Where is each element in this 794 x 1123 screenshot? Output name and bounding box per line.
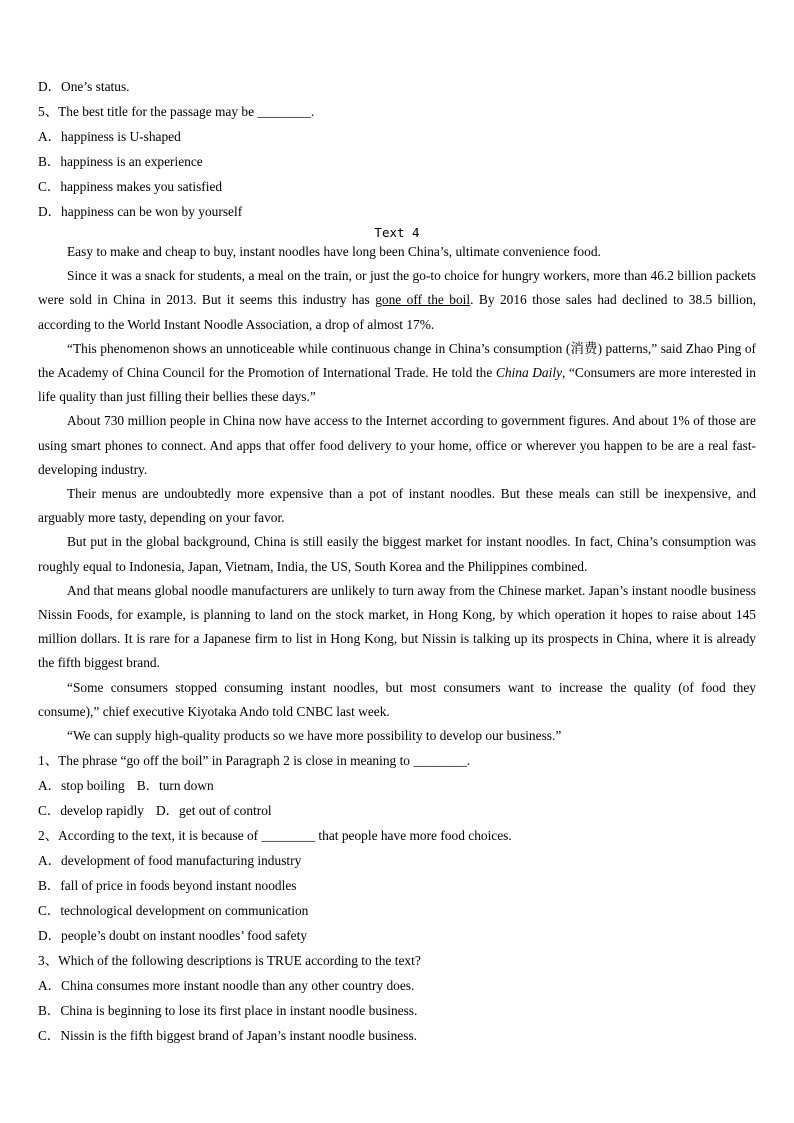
q3-option-b: B．China is beginning to lose its first place in instant noodle business. xyxy=(38,1003,418,1019)
exam-page xyxy=(38,74,756,1048)
paragraph-2 xyxy=(38,264,756,337)
q5-stem: 5、The best title for the passage may be ________. xyxy=(38,104,315,119)
q1-options-row-1 xyxy=(38,773,756,798)
paragraph-9: “We can supply high-quality products so we have more possibility to develop our business.” xyxy=(67,728,562,744)
q5-option-d: D．happiness can be won by yourself xyxy=(38,204,243,219)
p2-text-before: Since it was a snack for students, a meal on the train, or just the go-to choice for hungry workers, more than 46.2 billion packets were sold in China in 2013. But it seems this industry has xyxy=(38,268,756,308)
q5-option-b: B．happiness is an experience xyxy=(38,154,203,169)
paragraph-3 xyxy=(38,337,756,410)
p3-text-before: “This phenomenon shows an unnoticeable while continuous change in China’s consumption (消费) patterns,” said Zhao Ping of the Academy of China Council for the Promotion of International Trade. He told the xyxy=(38,340,756,381)
paragraph-7: And that means global noodle manufacturers are unlikely to turn away from the Chinese market. Japan’s instant noodle business Nissin Foods, for example, is planning to land on the stock market, in Hong Kong, by which operation it hopes to raise about 145 million dollars. It is rare for a Japanese firm to list in Hong Kong, but Nissin is talking up its prospects in China, where it is already the fifth biggest brand. xyxy=(38,582,756,671)
q1-option-a: A．stop boiling xyxy=(38,778,125,794)
paragraph-5: Their menus are undoubtedly more expensive than a pot of instant noodles. But these meals can still be inexpensive, and arguably more tasty, depending on your favor. xyxy=(38,486,756,526)
q3-stem: 3、Which of the following descriptions is TRUE according to the text? xyxy=(38,953,421,969)
q5-option-c: C．happiness makes you satisfied xyxy=(38,179,223,194)
paragraph-4: About 730 million people in China now have access to the Internet according to government figures. And about 1% of those are using smart phones to connect. And apps that offer food delivery to your home, office or wherever you happen to be are a real fast-developing industry. xyxy=(38,413,756,477)
q5-option-a: A．happiness is U-shaped xyxy=(38,129,181,144)
q1-options-row-2 xyxy=(38,798,756,823)
q2-option-a: A．development of food manufacturing industry xyxy=(38,853,302,869)
q2-option-d: D．people’s doubt on instant noodles’ food safety xyxy=(38,928,308,944)
text4-title: Text 4 xyxy=(374,225,420,240)
p2-text-after: . By 2016 those sales had declined to 38.5 billion, according to the World Instant Noodle Association, a drop of almost 17%. xyxy=(38,292,756,332)
q1-stem: 1、The phrase “go off the boil” in Paragraph 2 is close in meaning to ________. xyxy=(38,753,471,769)
newspaper-name: China Daily xyxy=(495,365,563,381)
paragraph-6: But put in the global background, China is still easily the biggest market for instant noodles. In fact, China’s consumption was roughly equal to Indonesia, Japan, Vietnam, India, the US, South Korea and the Philippines combined. xyxy=(38,534,756,574)
paragraph-1: Easy to make and cheap to buy, instant noodles have long been China’s, ultimate convenience food. xyxy=(67,244,601,259)
text4-article xyxy=(38,240,756,748)
q1-option-c: C．develop rapidly xyxy=(38,803,144,819)
q3-option-a: A．China consumes more instant noodle than any other country does. xyxy=(38,978,415,994)
prev-option-d: D．One’s status. xyxy=(38,79,130,94)
q3-option-c: C．Nissin is the fifth biggest brand of Japan’s instant noodle business. xyxy=(38,1028,417,1044)
q1-option-d: D．get out of control xyxy=(156,803,272,819)
p3-text-after: , “Consumers are more interested in life quality than just filling their bellies these days.” xyxy=(38,365,756,405)
questions xyxy=(38,748,756,1048)
q2-option-b: B．fall of price in foods beyond instant noodles xyxy=(38,878,297,894)
q2-option-c: C．technological development on communication xyxy=(38,903,309,919)
underlined-phrase: gone off the boil xyxy=(375,292,471,308)
paragraph-8: “Some consumers stopped consuming instant noodles, but most consumers want to increase the quality (of food they consume),” chief executive Kiyotaka Ando told CNBC last week. xyxy=(38,679,756,719)
q2-stem: 2、According to the text, it is because of ________ that people have more food choices. xyxy=(38,828,512,844)
q1-option-b: B．turn down xyxy=(136,778,214,794)
